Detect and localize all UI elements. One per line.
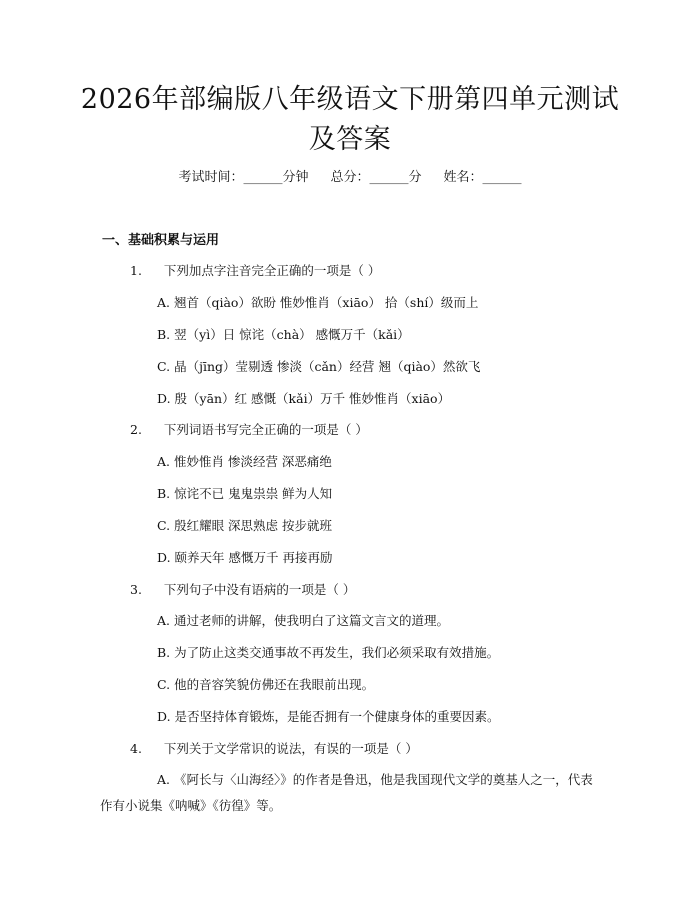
question-4 (130, 740, 418, 758)
question-text: 下列加点字注音完全正确的一项是（ ） (163, 263, 381, 278)
question-text: 下列句子中没有语病的一项是（ ） (163, 582, 356, 597)
page-title: 2026年部编版八年级语文下册第四单元测试及答案 (80, 84, 620, 155)
question-1-option-d: D. 殷（yān）红 感慨（kǎi）万千 惟妙惟肖（xiāo） (157, 391, 451, 406)
question-2-option-a: A. 惟妙惟肖 惨淡经营 深恶痛绝 (157, 454, 332, 469)
question-1-option-a: A. 翘首（qiào）欲盼 惟妙惟肖（xiāo） 拾（shí）级而上 (157, 295, 479, 310)
question-text: 下列关于文学常识的说法，有误的一项是（ ） (163, 741, 418, 756)
question-number: 1. (130, 263, 142, 278)
question-2-option-d: D. 颐养天年 感慨万千 再接再励 (157, 550, 333, 565)
exam-name: 姓名：______ (443, 170, 522, 185)
section-heading: 一、基础积累与运用 (102, 233, 220, 248)
question-number: 3. (130, 582, 142, 597)
exam-meta (0, 168, 700, 188)
question-2-option-b: B. 惊诧不已 鬼鬼祟祟 鲜为人知 (157, 486, 333, 501)
question-3-option-a: A. 通过老师的讲解，使我明白了这篇文言文的道理。 (157, 613, 449, 628)
question-4-option-a: A. 《阿长与〈山海经〉》的作者是鲁迅，他是我国现代文学的奠基人之一，代表作有小说集《呐喊》《彷徨》等。 (100, 772, 593, 813)
question-1 (130, 262, 380, 280)
question-3 (130, 581, 355, 599)
question-2 (130, 421, 368, 439)
question-2-option-c: C. 殷红耀眼 深思熟虑 按步就班 (157, 518, 333, 533)
exam-time: 考试时间：______分钟 (178, 170, 309, 185)
question-3-option-c: C. 他的音容笑貌仿佛还在我眼前出现。 (157, 677, 375, 692)
question-3-option-b: B. 为了防止这类交通事故不再发生，我们必须采取有效措施。 (157, 645, 500, 660)
exam-score: 总分：______分 (330, 170, 422, 185)
question-number: 2. (130, 422, 142, 437)
question-text: 下列词语书写完全正确的一项是（ ） (163, 422, 368, 437)
question-3-option-d: D. 是否坚持体育锻炼，是能否拥有一个健康身体的重要因素。 (157, 709, 500, 724)
question-number: 4. (130, 741, 142, 756)
question-1-option-b: B. 翌（yì）日 惊诧（chà） 感慨万千（kǎi） (157, 327, 410, 342)
question-1-option-c: C. 晶（jīng）莹剔透 惨淡（cǎn）经营 翘（qiào）然欲飞 (157, 359, 481, 374)
